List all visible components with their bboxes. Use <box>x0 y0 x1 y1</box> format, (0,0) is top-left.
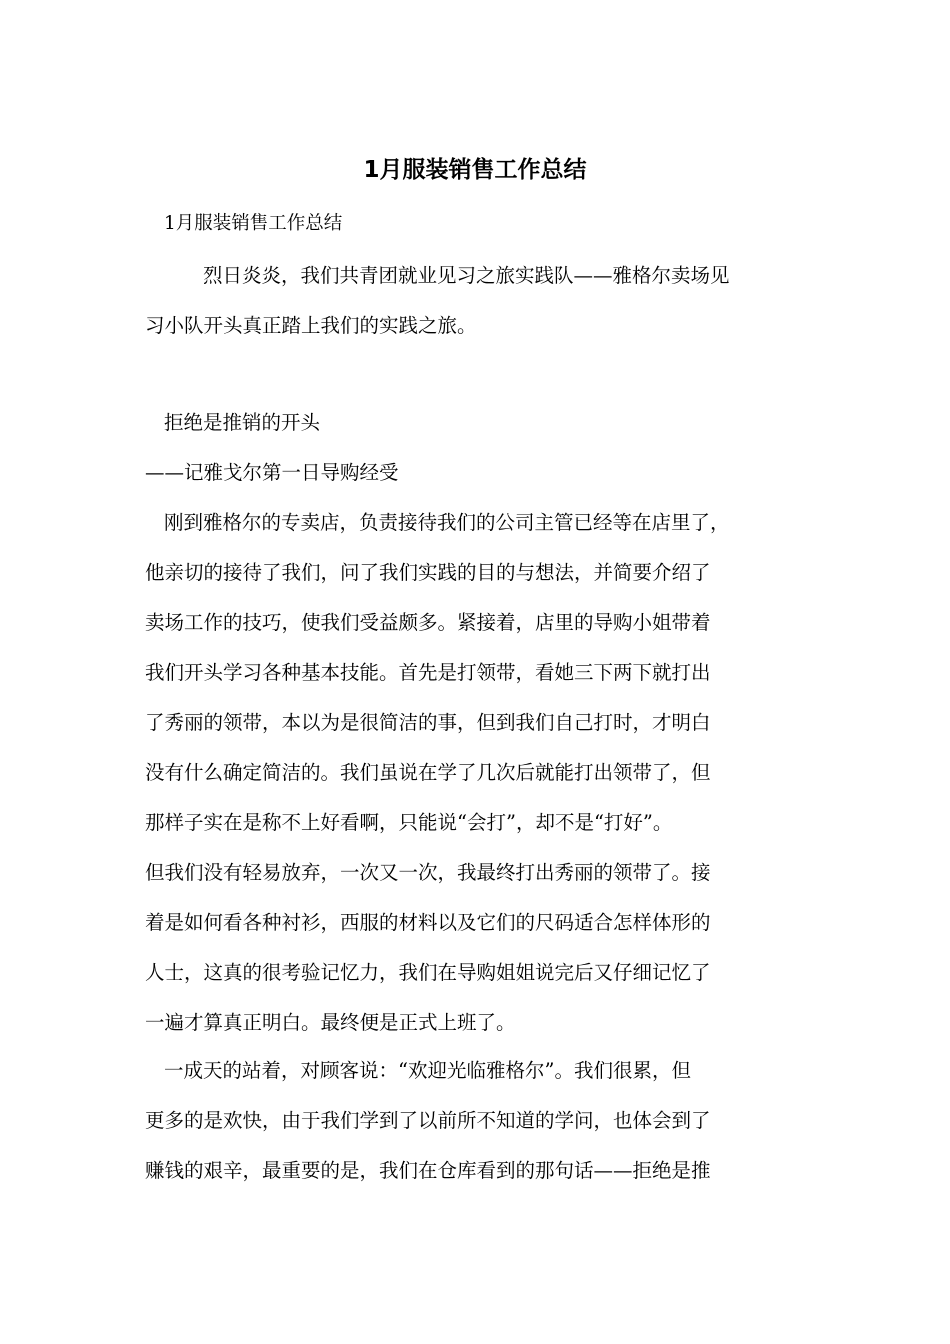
paragraph-line: 了秀丽的领带，本以为是很简洁的事，但到我们自己打时，才明白 <box>145 711 711 734</box>
paragraph-line: 那样子实在是称不上好看啊，只能说“会打”，却不是“打好”。 <box>145 811 673 834</box>
intro-line: 烈日炎炎，我们共青团就业见习之旅实践队——雅格尔卖场见 <box>203 264 730 287</box>
paragraph-line: 赚钱的艰辛，最重要的是，我们在仓库看到的那句话——拒绝是推 <box>145 1159 711 1182</box>
paragraph-line: 更多的是欢快，由于我们学到了以前所不知道的学问，也体会到了 <box>145 1109 711 1132</box>
section-subheading: ——记雅戈尔第一日导购经受 <box>145 461 399 484</box>
document-subtitle: 1月服装销售工作总结 <box>164 213 343 234</box>
paragraph-line: 他亲切的接待了我们，问了我们实践的目的与想法，并简要介绍了 <box>145 561 711 584</box>
section-heading: 拒绝是推销的开头 <box>164 411 321 434</box>
paragraph-line: 刚到雅格尔的专卖店，负责接待我们的公司主管已经等在店里了， <box>164 511 730 534</box>
paragraph-line: 一成天的站着，对顾客说：“欢迎光临雅格尔”。我们很累，但 <box>164 1059 691 1082</box>
paragraph-line: 一遍才算真正明白。最终便是正式上班了。 <box>145 1011 516 1034</box>
paragraph-line: 但我们没有轻易放弃，一次又一次，我最终打出秀丽的领带了。接 <box>145 861 711 884</box>
paragraph-line: 人士，这真的很考验记忆力，我们在导购姐姐说完后又仔细记忆了 <box>145 961 711 984</box>
paragraph-line: 卖场工作的技巧，使我们受益颇多。紧接着，店里的导购小姐带着 <box>145 611 711 634</box>
document-title: 1月服装销售工作总结 <box>363 157 587 183</box>
paragraph-line: 我们开头学习各种基本技能。首先是打领带，看她三下两下就打出 <box>145 661 711 684</box>
intro-line: 习小队开头真正踏上我们的实践之旅。 <box>145 314 477 337</box>
paragraph-line: 着是如何看各种衬衫，西服的材料以及它们的尺码适合怎样体形的 <box>145 911 711 934</box>
paragraph-line: 没有什么确定简洁的。我们虽说在学了几次后就能打出领带了，但 <box>145 761 711 784</box>
